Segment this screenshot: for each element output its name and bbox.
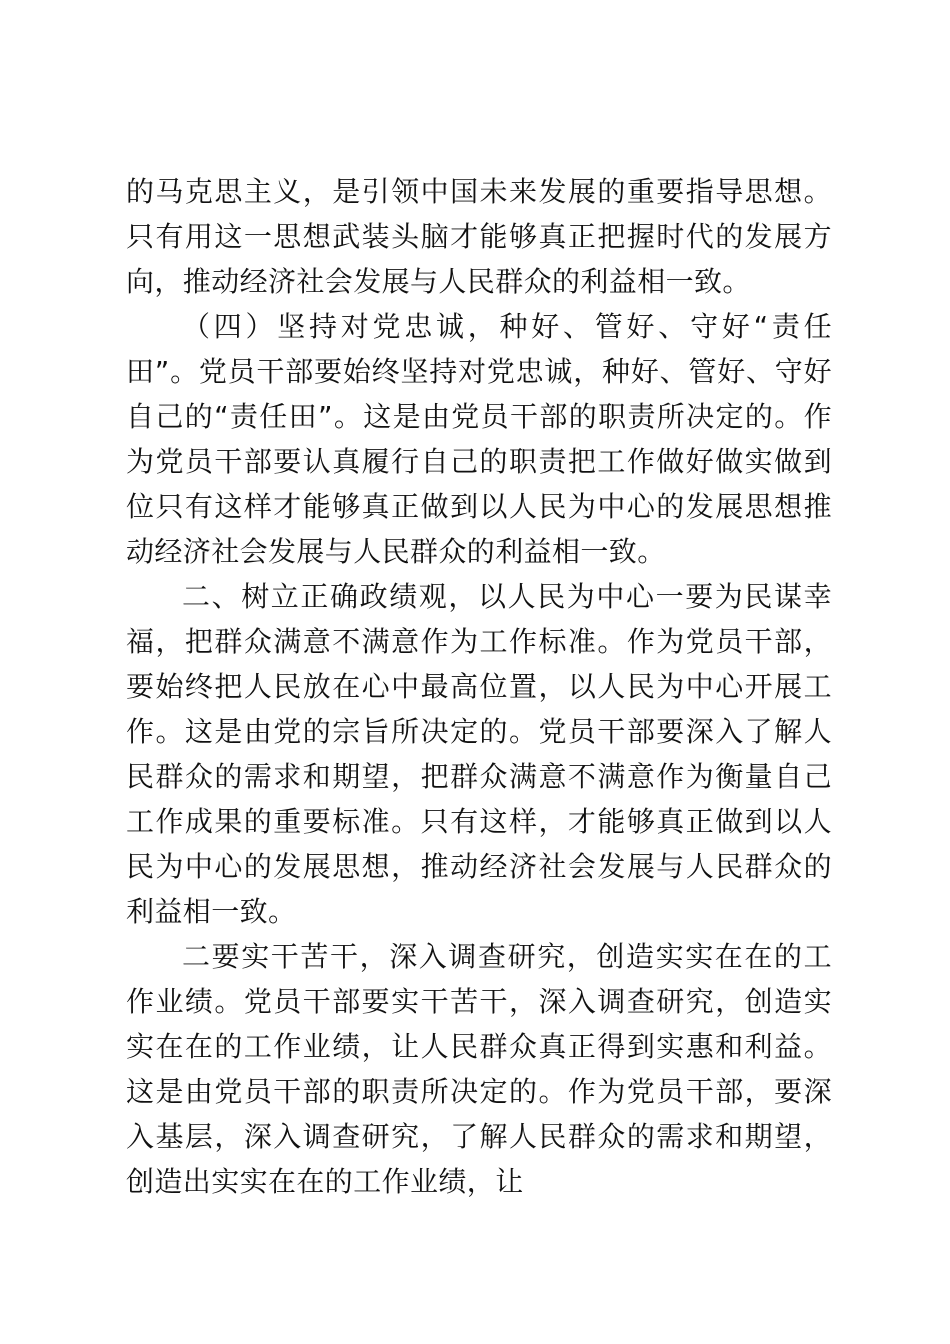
paragraph-section-two-heading: 二、树立正确政绩观，以人民为中心一要为民谋幸福，把群众满意不满意作为工作标准。作为党员干部，要始终把人民放在心中最高位置，以人民为中心开展工作。这是由党的宗旨所决定的。党员干部要深入了解人民群众的需求和期望，把群众满意不满意作为衡量自己工作成果的重要标准。只有这样，才能够真正做到以人民为中心的发展思想，推动经济社会发展与人民群众的利益相一致。: [126, 580, 832, 928]
document-body: [126, 169, 832, 1204]
paragraph-section-four: （四）坚持对党忠诚，种好、管好、守好“责任田”。党员干部要始终坚持对党忠诚，种好、管好、守好自己的“责任田”。这是由党员干部的职责所决定的。作为党员干部要认真履行自己的职责把工作做好做实做到位只有这样才能够真正做到以人民为中心的发展思想推动经济社会发展与人民群众的利益相一致。: [126, 310, 832, 568]
paragraph-continuation: 的马克思主义，是引领中国未来发展的重要指导思想。只有用这一思想武装头脑才能够真正把握时代的发展方向，推动经济社会发展与人民群众的利益相一致。: [126, 175, 832, 298]
paragraph-work-hard: 二要实干苦干，深入调查研究，创造实实在在的工作业绩。党员干部要实干苦干，深入调查研究，创造实实在在的工作业绩，让人民群众真正得到实惠和利益。这是由党员干部的职责所决定的。作为党员干部，要深入基层，深入调查研究，了解人民群众的需求和期望，创造出实实在在的工作业绩，让: [126, 940, 832, 1198]
